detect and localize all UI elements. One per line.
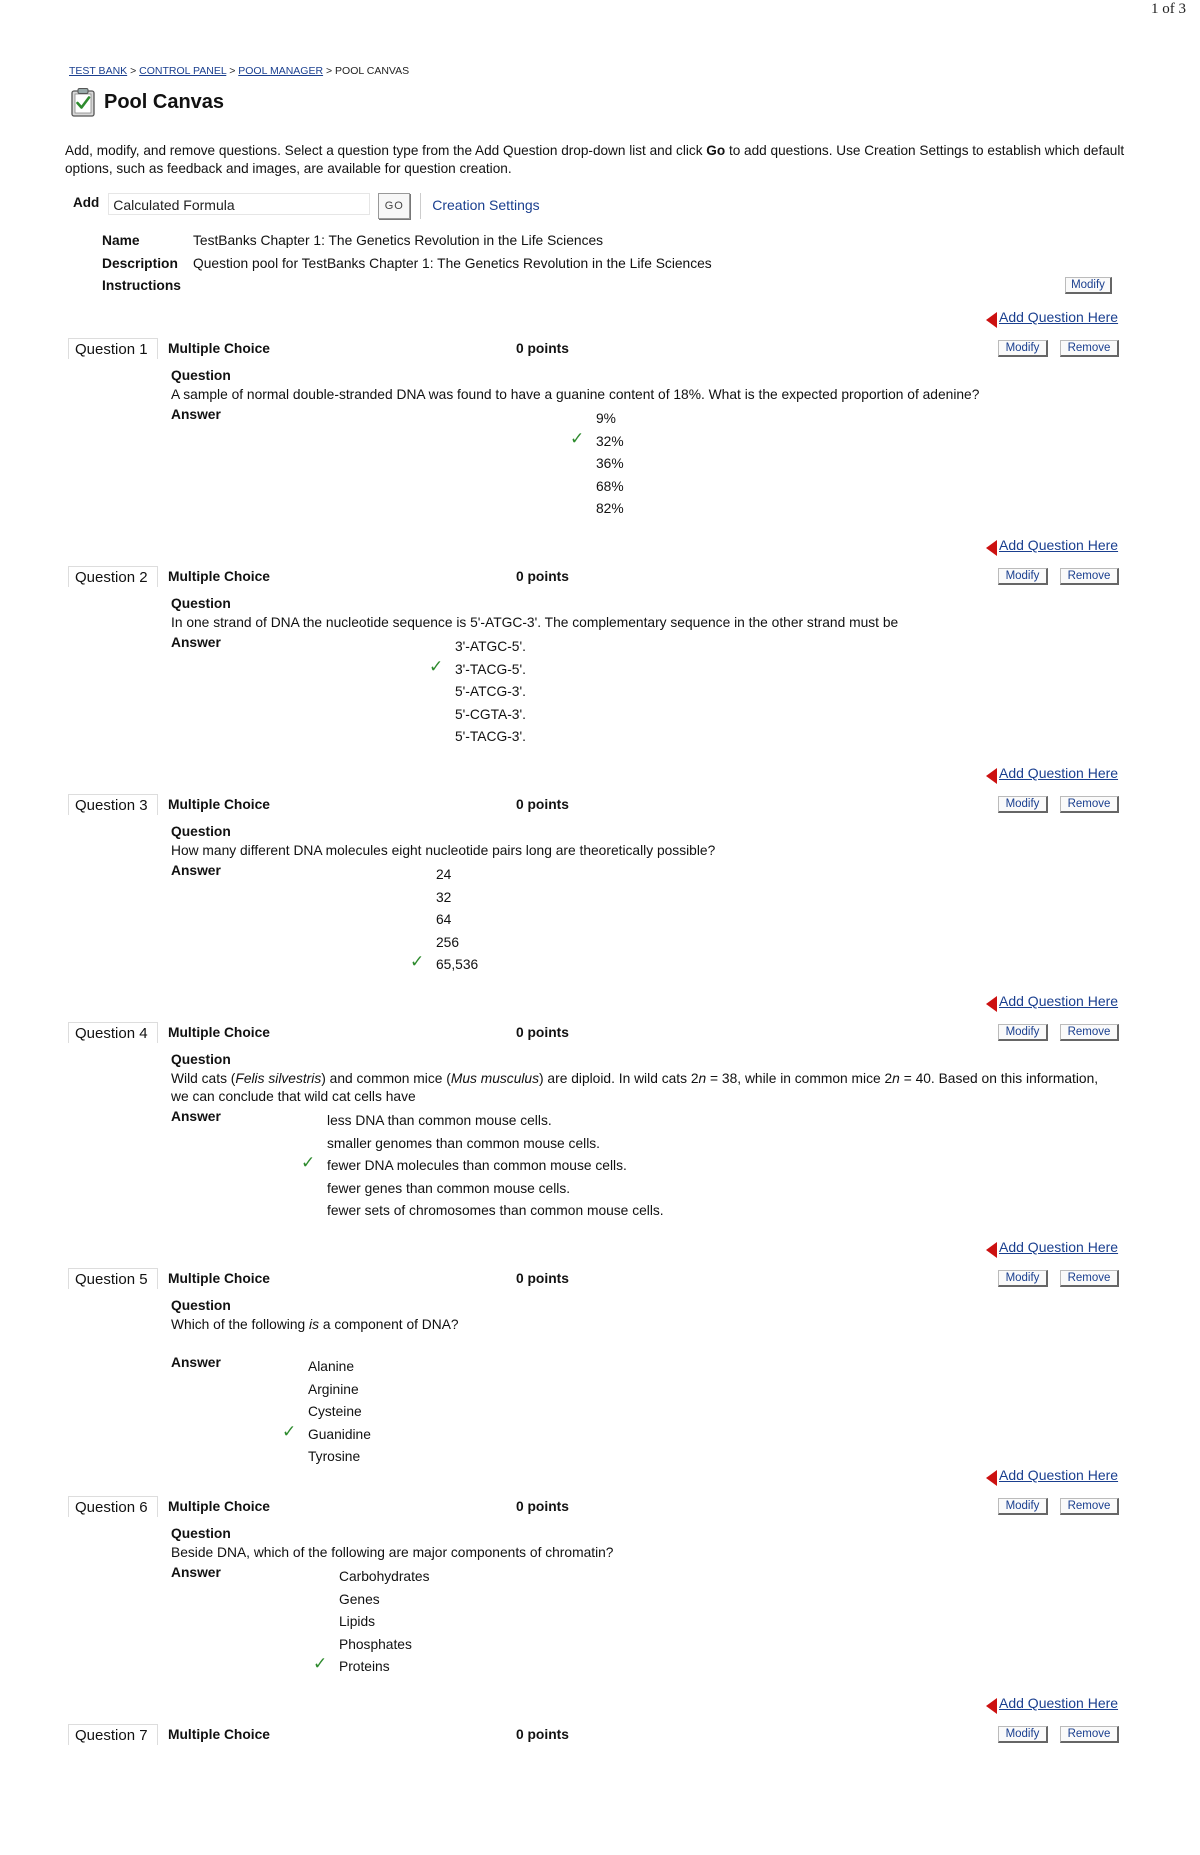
question-type: Multiple Choice <box>168 1499 270 1514</box>
question-type: Multiple Choice <box>168 1727 270 1742</box>
question-text: A sample of normal double-stranded DNA was found to have a guanine content of 18%. What is the expected proportion of adenine? <box>171 387 980 402</box>
answer-option: fewer genes than common mouse cells. <box>327 1180 571 1196</box>
answer-option: 5'-ATCG-3'. <box>455 684 526 699</box>
creation-settings-link[interactable]: Creation Settings <box>432 197 540 213</box>
answer-option: fewer DNA molecules than common mouse cells. <box>327 1158 627 1173</box>
question-label: Question <box>171 1298 231 1313</box>
question-text-part: n <box>698 1071 707 1086</box>
add-question-here[interactable] <box>986 1464 1118 1486</box>
question-label: Question <box>171 368 231 383</box>
add-marker-icon <box>986 1242 997 1258</box>
checkmark-icon: ✓ <box>429 656 444 676</box>
answer-option: 68% <box>596 478 624 494</box>
breadcrumb <box>69 65 409 77</box>
add-question-here[interactable] <box>986 1692 1118 1714</box>
add-question-here[interactable] <box>986 762 1118 784</box>
add-question-here[interactable] <box>986 990 1118 1012</box>
question-text-part: ) and common mice ( <box>321 1071 451 1086</box>
answer-option: Guanidine <box>308 1426 371 1442</box>
question-points: 0 points <box>516 1271 569 1286</box>
question-text-part: = 40. Based on this information, we can conclude that wild cat cells have <box>171 1071 1099 1104</box>
answer-option: 24 <box>436 867 452 882</box>
add-question-here-link[interactable]: Add Question Here <box>999 993 1119 1009</box>
question-number: Question 7 <box>68 1724 158 1745</box>
answer-option: Phosphates <box>339 1636 412 1652</box>
breadcrumb-control-panel[interactable]: CONTROL PANEL <box>139 65 227 77</box>
answer-label: Answer <box>171 635 221 650</box>
question-type: Multiple Choice <box>168 341 270 356</box>
answer-label: Answer <box>171 1109 221 1124</box>
go-button[interactable]: GO <box>378 193 410 219</box>
modify-button[interactable]: Modify <box>998 340 1048 357</box>
question-number: Question 2 <box>68 566 158 587</box>
breadcrumb-pool-manager[interactable]: POOL MANAGER <box>238 65 324 77</box>
remove-button[interactable]: Remove <box>1060 1024 1119 1041</box>
breadcrumb-current: POOL CANVAS <box>335 65 410 77</box>
page-number: 1 of 3 <box>1151 1 1186 17</box>
question-number: Question 6 <box>68 1496 158 1517</box>
add-question-here[interactable] <box>986 306 1118 328</box>
remove-button[interactable]: Remove <box>1060 1726 1119 1743</box>
answer-option: 9% <box>596 411 616 426</box>
breadcrumb-separator: > <box>229 65 236 77</box>
question-text-part: n <box>892 1071 900 1086</box>
question-text-part: = 38, while in common mice 2 <box>706 1071 893 1086</box>
remove-button[interactable]: Remove <box>1060 1270 1119 1287</box>
answer-option: Cysteine <box>308 1404 362 1419</box>
add-question-here[interactable] <box>986 1236 1118 1258</box>
question-label: Question <box>171 824 231 839</box>
answer-option: fewer sets of chromosomes than common mouse cells. <box>327 1203 664 1218</box>
answer-option: less DNA than common mouse cells. <box>327 1113 552 1128</box>
answer-option: 36% <box>596 456 624 471</box>
add-question-here[interactable] <box>986 534 1118 556</box>
question-type-select[interactable]: Calculated Formula <box>108 193 370 215</box>
question-text-part: Mus musculus <box>450 1071 539 1086</box>
question-type: Multiple Choice <box>168 1271 270 1286</box>
add-marker-icon <box>986 768 997 784</box>
answer-label: Answer <box>171 1565 221 1580</box>
question-text <box>171 1070 1101 1106</box>
question-points: 0 points <box>516 569 569 584</box>
add-marker-icon <box>986 996 997 1012</box>
modify-button[interactable]: Modify <box>998 1024 1048 1041</box>
remove-button[interactable]: Remove <box>1060 340 1119 357</box>
question-type: Multiple Choice <box>168 797 270 812</box>
modify-button[interactable]: Modify <box>998 796 1048 813</box>
answer-option: 32% <box>596 433 624 449</box>
answer-option: Carbohydrates <box>339 1569 430 1584</box>
add-question-here-link[interactable]: Add Question Here <box>999 537 1119 553</box>
question-number: Question 1 <box>68 338 158 359</box>
add-question-here-link[interactable]: Add Question Here <box>999 1695 1119 1711</box>
add-question-here-link[interactable]: Add Question Here <box>999 1239 1119 1255</box>
answer-option: 32 <box>436 889 452 905</box>
question-type: Multiple Choice <box>168 569 270 584</box>
answer-option: 64 <box>436 912 452 927</box>
question-points: 0 points <box>516 797 569 812</box>
question-text-part: ) are diploid. In wild cats 2 <box>539 1071 699 1086</box>
add-question-here-link[interactable]: Add Question Here <box>999 1467 1119 1483</box>
checkmark-icon: ✓ <box>301 1153 316 1172</box>
question-points: 0 points <box>516 1025 569 1040</box>
answer-option: 256 <box>436 934 460 950</box>
breadcrumb-separator: > <box>130 65 137 77</box>
question-label: Question <box>171 1526 231 1541</box>
question-text: How many different DNA molecules eight nucleotide pairs long are theoretically possible? <box>171 843 716 858</box>
checkmark-icon: ✓ <box>570 428 585 448</box>
answer-option: 5'-CGTA-3'. <box>455 706 526 722</box>
question-label: Question <box>171 1052 231 1067</box>
modify-button[interactable]: Modify <box>998 1270 1048 1287</box>
answer-option: Lipids <box>339 1614 376 1629</box>
question-type: Multiple Choice <box>168 1025 270 1040</box>
question-number: Question 3 <box>68 794 158 815</box>
answer-label: Answer <box>171 407 221 422</box>
add-question-here-link[interactable]: Add Question Here <box>999 309 1119 325</box>
answer-option: smaller genomes than common mouse cells. <box>327 1135 600 1151</box>
question-text-part: Felis silvestris <box>235 1071 322 1086</box>
question-text-part: Which of the following <box>171 1317 310 1332</box>
question-text-part: Wild cats ( <box>171 1071 236 1086</box>
breadcrumb-separator: > <box>325 65 333 77</box>
remove-button[interactable]: Remove <box>1060 1498 1119 1515</box>
add-marker-icon <box>986 1470 997 1486</box>
answer-option: Tyrosine <box>308 1449 361 1464</box>
add-question-bar <box>73 193 540 219</box>
modify-button[interactable]: Modify <box>998 568 1048 585</box>
question-text: Beside DNA, which of the following are major components of chromatin? <box>171 1545 614 1560</box>
modify-button[interactable]: Modify <box>998 1498 1048 1515</box>
pool-name: TestBanks Chapter 1: The Genetics Revolution in the Life Sciences <box>193 233 604 248</box>
question-points: 0 points <box>516 1499 569 1514</box>
answer-label: Answer <box>171 1355 221 1370</box>
answer-option: 3'-TACG-5'. <box>455 661 526 677</box>
page-header <box>70 87 224 117</box>
pool-description: Question pool for TestBanks Chapter 1: The Genetics Revolution in the Life Sciences <box>193 256 712 271</box>
answer-option: 82% <box>596 501 624 516</box>
answer-option: 3'-ATGC-5'. <box>455 639 526 654</box>
add-marker-icon <box>986 540 997 556</box>
question-text-part: is <box>309 1317 320 1332</box>
answer-option: Proteins <box>339 1659 390 1674</box>
clipboard-check-icon <box>70 87 96 117</box>
answer-label: Answer <box>171 863 221 878</box>
pool-description-label: Description <box>102 256 178 271</box>
answer-option: Alanine <box>308 1359 355 1374</box>
page-title: Pool Canvas <box>104 90 225 113</box>
remove-button[interactable]: Remove <box>1060 796 1119 813</box>
question-number: Question 4 <box>68 1022 158 1043</box>
add-question-here-link[interactable]: Add Question Here <box>999 765 1119 781</box>
remove-button[interactable]: Remove <box>1060 568 1119 585</box>
question-number: Question 5 <box>68 1268 158 1289</box>
add-marker-icon <box>986 312 997 328</box>
question-points: 0 points <box>516 341 569 356</box>
question-text: In one strand of DNA the nucleotide sequence is 5'-ATGC-3'. The complementary sequence in the other strand must be <box>171 615 899 630</box>
divider <box>420 193 421 219</box>
question-label: Question <box>171 596 231 611</box>
answer-option: Genes <box>339 1591 380 1607</box>
answer-option: 5'-TACG-3'. <box>455 729 526 744</box>
breadcrumb-test-bank[interactable]: TEST BANK <box>69 65 128 77</box>
question-text <box>171 1316 1101 1334</box>
add-marker-icon <box>986 1698 997 1714</box>
add-label: Add <box>73 195 100 210</box>
answer-option: 65,536 <box>436 957 479 972</box>
pool-name-label: Name <box>102 233 140 248</box>
intro-text: Add, modify, and remove questions. Select a question type from the Add Question drop-down list and click Go to add questions. Use Creation Settings to establish which default options, such as feedback and images, are available for question creation. <box>65 143 1125 176</box>
checkmark-icon: ✓ <box>410 952 425 971</box>
pool-instructions-label: Instructions <box>102 278 181 293</box>
question-text-part: a component of DNA? <box>319 1317 459 1332</box>
checkmark-icon: ✓ <box>313 1654 328 1673</box>
modify-button[interactable]: Modify <box>998 1726 1048 1743</box>
question-points: 0 points <box>516 1727 569 1742</box>
answer-option: Arginine <box>308 1381 359 1397</box>
pool-modify-button[interactable]: Modify <box>1065 277 1112 294</box>
checkmark-icon: ✓ <box>282 1421 297 1441</box>
